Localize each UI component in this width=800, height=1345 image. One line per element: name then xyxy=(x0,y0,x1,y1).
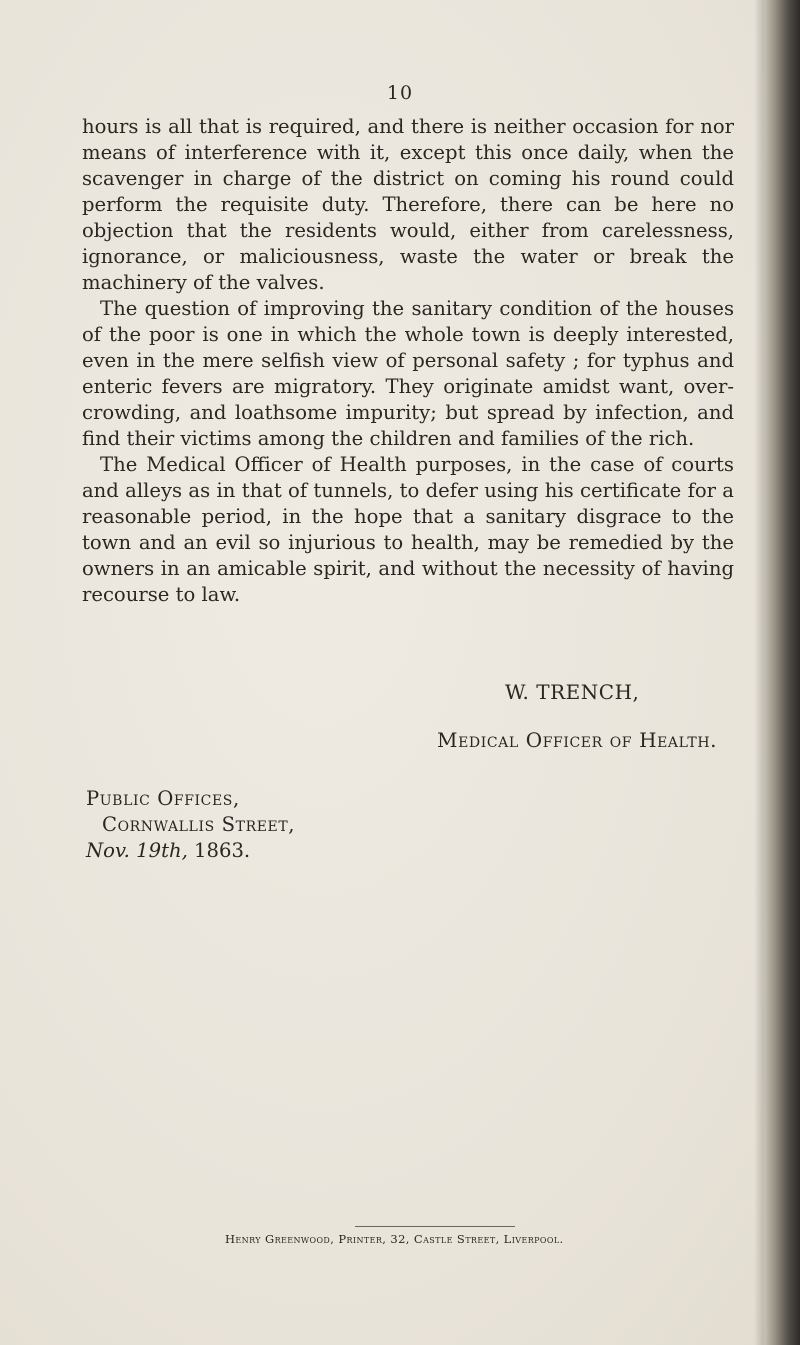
address-block xyxy=(86,786,295,864)
date-year: 1863. xyxy=(194,839,251,862)
date-month: Nov. xyxy=(86,839,130,862)
signature-name: W. TRENCH, xyxy=(505,680,640,704)
address-date xyxy=(86,838,295,864)
address-line: Public Offices, xyxy=(86,787,240,810)
date-day: 19th, xyxy=(136,839,188,862)
printer-imprint: Henry Greenwood, Printer, 32, Castle Street, Liverpool. xyxy=(225,1232,564,1246)
signature-title: Medical Officer of Health. xyxy=(437,728,718,752)
imprint-rule xyxy=(355,1226,515,1227)
address-line: Cornwallis Street, xyxy=(102,813,296,836)
body-text xyxy=(82,114,734,608)
paragraph: The Medical Officer of Health purposes, in the case of courts and alleys as in that of tunnels, to defer using his certificate for a reasonable period, in the hope that a sanitary disgrace to the town and an evil so injurious to health, may be remedied by the owners in an amicable spirit, and without the necessity of having recourse to law. xyxy=(82,453,734,606)
page-number: 10 xyxy=(386,82,414,104)
book-spine-shadow xyxy=(764,0,800,1345)
paragraph: The question of improving the sanitary condition of the houses of the poor is one in which the whole town is deeply interested, even in the mere selfish view of personal safety ; for typhus and enteric fevers are migratory. They originate amidst want, over-crowding, and loathsome impurity; but spread by infection, and find their victims among the children and families of the rich. xyxy=(82,297,734,450)
paragraph: hours is all that is required, and there is neither occasion for nor means of interference with it, except this once daily, when the scavenger in charge of the district on coming his round could perform the requisite duty. Therefore, there can be here no objection that the residents would, either from carelessness, ignorance, or maliciousness, waste the water or break the machinery of the valves. xyxy=(82,115,734,294)
